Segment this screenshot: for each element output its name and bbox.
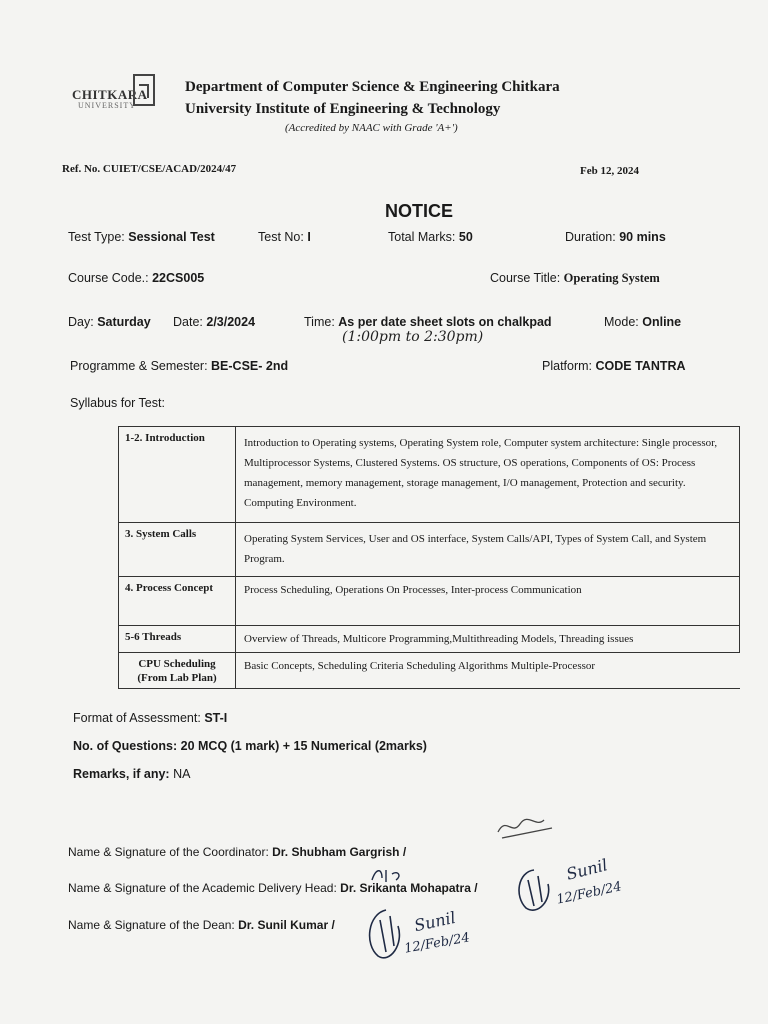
date-field: Date: 2/3/2024 bbox=[173, 315, 256, 329]
test-no-field: Test No: I bbox=[258, 230, 311, 244]
delivery-head-name: Dr. Srikanta Mohapatra / bbox=[340, 881, 478, 895]
handwritten-time-note: (1:00pm to 2:30pm) bbox=[342, 329, 484, 345]
syllabus-topic: 3. System Calls bbox=[119, 523, 236, 577]
day-field: Day: Saturday bbox=[68, 315, 151, 329]
syllabus-content: Introduction to Operating systems, Operating System role, Computer system architecture: Single processor, Multiprocessor Systems, Clustered Systems. OS structure, OS operations, Components of OS: Process management, memory management, storage management, I/O management, Protection and security. Computing Environment. bbox=[236, 427, 740, 523]
notice-title: NOTICE bbox=[384, 201, 453, 221]
delivery-head-signature-icon bbox=[368, 864, 408, 886]
remarks-value: NA bbox=[173, 767, 191, 781]
table-row bbox=[119, 653, 740, 689]
assessment-format-value: ST-I bbox=[204, 711, 228, 725]
dean-name: Dr. Sunil Kumar / bbox=[238, 918, 335, 932]
test-type-value: Sessional Test bbox=[128, 230, 215, 244]
programme-value: BE-CSE- 2nd bbox=[211, 359, 289, 373]
handwritten-sign-1: Sunil bbox=[564, 855, 610, 884]
handwritten-date-1: 12/Feb/24 bbox=[555, 879, 624, 908]
course-title-field: Course Title: Operating System bbox=[490, 271, 660, 285]
reference-number: Ref. No. CUIET/CSE/ACAD/2024/47 bbox=[62, 163, 237, 175]
duration-field: Duration: 90 mins bbox=[565, 230, 666, 244]
remarks-field: Remarks, if any: NA bbox=[73, 767, 191, 781]
notice-date: Feb 12, 2024 bbox=[580, 165, 639, 177]
question-count: No. of Questions: 20 MCQ (1 mark) + 15 Numerical (2marks) bbox=[73, 739, 427, 753]
platform-field: Platform: CODE TANTRA bbox=[542, 359, 686, 373]
institute-heading: University Institute of Engineering & Technology bbox=[185, 101, 501, 117]
university-logo-icon bbox=[133, 74, 155, 106]
programme-field: Programme & Semester: BE-CSE- 2nd bbox=[70, 359, 289, 373]
platform-value: CODE TANTRA bbox=[595, 359, 686, 373]
syllabus-topic: 1-2. Introduction bbox=[119, 427, 236, 523]
table-row bbox=[119, 626, 740, 653]
time-field: Time: As per date sheet slots on chalkpad bbox=[304, 315, 552, 329]
assessment-format: Format of Assessment: ST-I bbox=[73, 711, 228, 725]
test-type-field: Test Type: Sessional Test bbox=[68, 230, 215, 244]
accreditation-note: (Accredited by NAAC with Grade 'A+') bbox=[285, 122, 458, 134]
syllabus-content: Basic Concepts, Scheduling Criteria Scheduling Algorithms Multiple-Processor bbox=[236, 653, 740, 689]
syllabus-content: Operating System Services, User and OS interface, System Calls/API, Types of System Call, and System Program. bbox=[236, 523, 740, 577]
dean-signature-line: Name & Signature of the Dean: Dr. Sunil Kumar / bbox=[68, 918, 335, 932]
department-heading: Department of Computer Science & Engineering Chitkara bbox=[185, 79, 560, 95]
table-row bbox=[119, 427, 740, 523]
handwritten-date-2: 12/Feb/24 bbox=[403, 930, 471, 957]
coordinator-signature-line: Name & Signature of the Coordinator: Dr. Shubham Gargrish / bbox=[68, 845, 407, 859]
university-logo-text: CHITKARA bbox=[72, 87, 148, 102]
mode-value: Online bbox=[642, 315, 682, 329]
handwritten-sign-2: Sunil bbox=[412, 907, 458, 936]
coordinator-signature-icon bbox=[492, 806, 562, 846]
delivery-head-signature-line: Name & Signature of the Academic Delivery Head: Dr. Srikanta Mohapatra / bbox=[68, 881, 478, 895]
course-code-value: 22CS005 bbox=[152, 271, 205, 285]
course-title-value: Operating System bbox=[563, 271, 660, 285]
syllabus-label: Syllabus for Test: bbox=[70, 396, 165, 410]
table-row bbox=[119, 577, 740, 626]
total-marks-value: 50 bbox=[458, 230, 473, 244]
total-marks-field: Total Marks: 50 bbox=[388, 230, 473, 244]
test-no-value: I bbox=[307, 230, 311, 244]
syllabus-topic: 5-6 Threads bbox=[119, 626, 236, 653]
university-logo-subtext: UNIVERSITY bbox=[78, 101, 136, 110]
dean-initials-icon-1 bbox=[512, 866, 556, 916]
dean-initials-icon-2 bbox=[362, 904, 406, 964]
table-row bbox=[119, 523, 740, 577]
syllabus-topic: 4. Process Concept bbox=[119, 577, 236, 626]
mode-field: Mode: Online bbox=[604, 315, 682, 329]
day-value: Saturday bbox=[97, 315, 151, 329]
syllabus-topic: CPU Scheduling (From Lab Plan) bbox=[119, 653, 236, 689]
syllabus-content: Process Scheduling, Operations On Processes, Inter-process Communication bbox=[236, 577, 740, 626]
coordinator-name: Dr. Shubham Gargrish / bbox=[272, 845, 407, 859]
syllabus-content: Overview of Threads, Multicore Programming,Multithreading Models, Threading issues bbox=[236, 626, 740, 653]
time-value: As per date sheet slots on chalkpad bbox=[338, 315, 552, 329]
syllabus-table bbox=[118, 426, 740, 689]
duration-value: 90 mins bbox=[619, 230, 666, 244]
course-code-field: Course Code.: 22CS005 bbox=[68, 271, 205, 285]
date-value: 2/3/2024 bbox=[206, 315, 256, 329]
